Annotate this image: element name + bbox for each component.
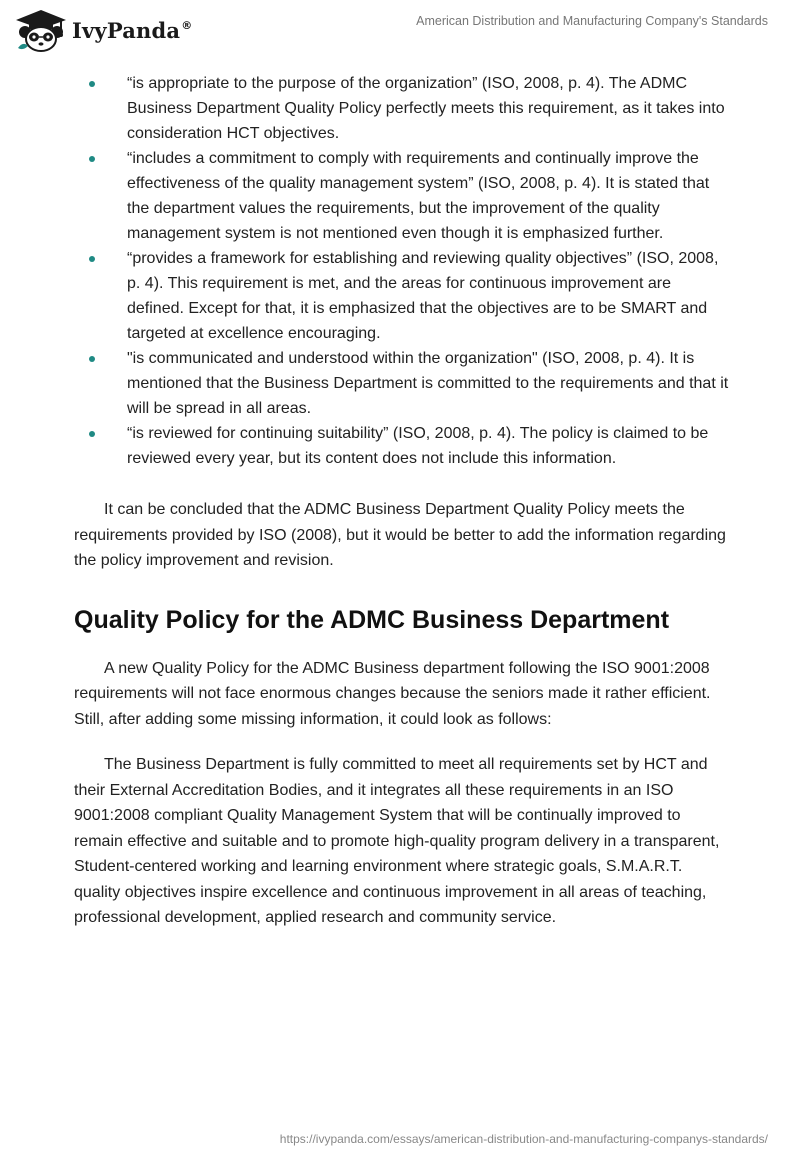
source-url-link[interactable]: https://ivypanda.com/essays/american-distribution-and-manufacturing-companys-standards/ — [279, 1132, 768, 1146]
bullet-dot-icon — [89, 256, 95, 262]
list-item: “is reviewed for continuing suitability” (ISO, 2008, p. 4). The policy is claimed to be reviewed every year, but its content does not include this information. — [74, 421, 730, 471]
page-header — [0, 0, 800, 70]
document-title: American Distribution and Manufacturing Company's Standards — [416, 14, 768, 28]
list-item: “provides a framework for establishing and reviewing quality objectives” (ISO, 2008, p. 4). This requirement is met, and the areas for continuous improvement are defined. Except for that, it is emphasized that the objectives are to be SMART and targeted at excellence encouraging. — [74, 246, 730, 346]
logo-wordmark: IvyPanda® — [72, 17, 193, 43]
section-heading: Quality Policy for the ADMC Business Department — [74, 605, 670, 634]
bullet-dot-icon — [89, 356, 95, 362]
intro-paragraph: A new Quality Policy for the ADMC Business department following the ISO 9001:2008 requirements will not face enormous changes because the seniors made it rather efficient. Still, after adding some missing information, it could look as follows: — [74, 659, 711, 728]
bullet-dot-icon — [89, 156, 95, 162]
list-item: "is communicated and understood within the organization" (ISO, 2008, p. 4). It is mentioned that the Business Department is committed to the requirements and that it will be spread in all areas. — [74, 346, 730, 421]
bullet-dot-icon — [89, 81, 95, 87]
requirements-list — [74, 71, 730, 471]
document-body — [74, 71, 730, 931]
panda-graduate-icon — [14, 8, 68, 52]
conclusion-paragraph: It can be concluded that the ADMC Business Department Quality Policy meets the requirements provided by ISO (2008), but it would be better to add the information regarding the policy improvement and revision. — [74, 501, 726, 569]
ivypanda-logo[interactable] — [14, 8, 192, 52]
policy-paragraph: The Business Department is fully committed to meet all requirements set by HCT and their External Accreditation Bodies, and it integrates all these requirements in an ISO 9001:2008 compliant Quality Management System that will be continually improved to remain effective and suitable and to promote high-quality program delivery in a transparent, Student-centered working and learning environment where strategic goals, S.M.A.R.T. quality objectives inspire excellence and continuous improvement in all areas of teaching, professional development, applied research and community service. — [74, 756, 720, 926]
list-item: “includes a commitment to comply with requirements and continually improve the effectiveness of the quality management system” (ISO, 2008, p. 4). It is stated that the department values the requirements, but the improvement of the quality management system is not mentioned even though it is emphasized further. — [74, 146, 730, 246]
bullet-dot-icon — [89, 431, 95, 437]
list-item: “is appropriate to the purpose of the organization” (ISO, 2008, p. 4). The ADMC Business Department Quality Policy perfectly meets this requirement, as it takes into consideration HCT objectives. — [74, 71, 730, 146]
